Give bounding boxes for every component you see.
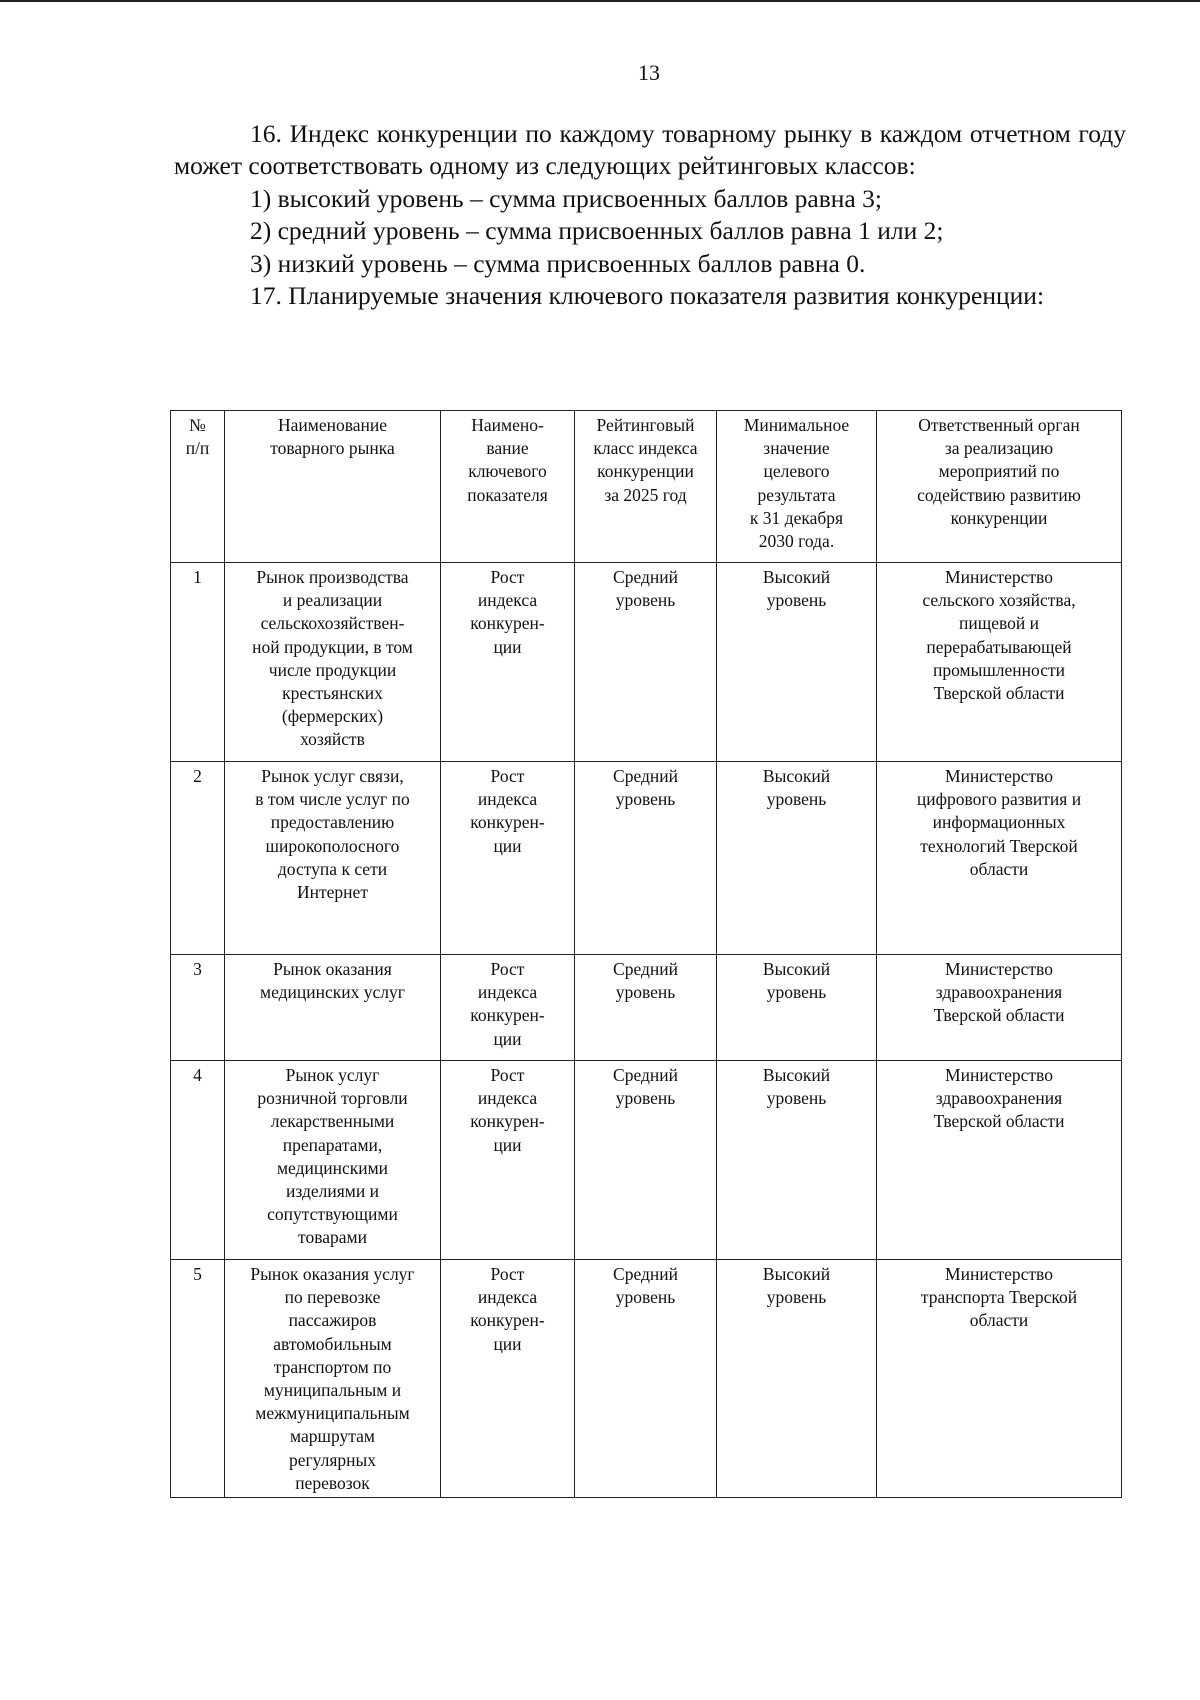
cell-text-line: п/п	[185, 438, 210, 459]
cell-text-line: целевого	[763, 461, 830, 482]
cell-text-line: перерабатывающей	[926, 636, 1072, 657]
cell-text-line: широкополосного	[265, 835, 400, 856]
cell-text-line: Средний	[613, 1264, 678, 1284]
cell-rating-class	[575, 563, 717, 762]
document-body	[174, 118, 1126, 312]
cell-text-line: конкурен-	[470, 1111, 545, 1132]
cell-text-line: транспортом по	[273, 1356, 392, 1377]
cell-text-line: ции	[493, 1028, 522, 1049]
cell-text-line: изделиями и	[286, 1181, 379, 1202]
cell-text-line: Тверской области	[933, 683, 1065, 704]
cell-text-line: Минимальное	[743, 415, 850, 435]
cell-text-line: уровень	[615, 590, 676, 611]
cell-text-line: области	[969, 1310, 1029, 1331]
cell-text-line: Высокий	[762, 766, 831, 786]
cell-text-line: лекарственными	[270, 1111, 395, 1132]
cell-text-line: Средний	[613, 567, 678, 587]
cell-text-line: Министерство	[945, 567, 1053, 587]
cell-text-line: сопутствующими	[267, 1204, 398, 1225]
cell-text-line: автомобильным	[273, 1333, 392, 1354]
cell-text-line: транспорта Тверской	[920, 1287, 1078, 1308]
cell-text-line: товарного рынка	[270, 438, 395, 459]
cell-text-line: уровень	[615, 1088, 676, 1109]
cell-responsible-body	[877, 762, 1122, 955]
cell-text-line: Рынок оказания услуг	[250, 1264, 415, 1284]
cell-text-line: предоставлению	[270, 812, 395, 833]
cell-text-line: ной продукции, в том	[252, 636, 413, 657]
cell-text-line: ции	[493, 1333, 522, 1354]
cell-text-line: уровень	[615, 982, 676, 1003]
cell-text-line: по перевозке	[284, 1287, 381, 1308]
cell-text-line: конкуренции	[597, 461, 694, 482]
cell-text-line: Средний	[613, 959, 678, 979]
cell-text-line: Министерство	[945, 1264, 1053, 1284]
cell-text-line: области	[969, 858, 1029, 879]
cell-text-line: Тверской области	[933, 1111, 1065, 1132]
cell-text-line: Рейтинговый	[596, 415, 695, 435]
cell-text-line: Средний	[613, 1065, 678, 1085]
cell-text-line: цифрового развития и	[916, 789, 1082, 810]
cell-text-line: уровень	[615, 1287, 676, 1308]
cell-text-line: индекса	[477, 982, 538, 1003]
cell-text-line: Средний	[613, 766, 678, 786]
cell-text-line: хозяйств	[300, 729, 365, 750]
cell-text-line: содействию развитию	[917, 484, 1081, 505]
cell-market-name	[225, 563, 441, 762]
cell-text-line: доступа к сети	[277, 858, 388, 879]
cell-rating-class	[575, 1061, 717, 1260]
cell-text-line: уровень	[766, 1088, 827, 1109]
header-rating-class	[575, 411, 717, 563]
cell-market-name	[225, 762, 441, 955]
cell-rating-class	[575, 955, 717, 1061]
table-row	[171, 1061, 1122, 1260]
cell-text-line: промышленности	[932, 659, 1066, 680]
paragraph-16: 16. Индекс конкуренции по каждому товарному рынку в каждом отчетном году может соответствовать одному из следующих рейтинговых классов:	[174, 119, 1126, 181]
competition-indicator-table	[170, 410, 1122, 1498]
cell-min-target-value	[717, 1260, 877, 1498]
table-row	[171, 563, 1122, 762]
cell-text-line: конкурен-	[470, 613, 545, 634]
cell-text-line: уровень	[766, 982, 827, 1003]
header-market-name	[225, 411, 441, 563]
rating-class-medium: 2) средний уровень – сумма присвоенных баллов равна 1 или 2;	[250, 216, 944, 246]
cell-text-line: Рынок производства	[256, 567, 409, 587]
cell-text-line: товарами	[298, 1227, 367, 1248]
page-number: 13	[638, 60, 660, 85]
cell-text-line: Рост	[490, 959, 525, 979]
table-row	[171, 1260, 1122, 1498]
cell-min-target-value	[717, 762, 877, 955]
paragraph-17: 17. Планируемые значения ключевого показателя развития конкуренции:	[250, 281, 1045, 311]
cell-indicator	[441, 1061, 575, 1260]
cell-text-line: конкурен-	[470, 1005, 545, 1026]
cell-text-line: за реализацию	[944, 438, 1054, 459]
cell-text-line: индекса	[477, 789, 538, 810]
cell-text-line: индекса	[477, 1287, 538, 1308]
cell-text-line: Наимено-	[471, 415, 544, 435]
cell-market-name	[225, 955, 441, 1061]
cell-responsible-body	[877, 1260, 1122, 1498]
cell-text-line: числе продукции	[268, 659, 397, 680]
header-min-target-value	[717, 411, 877, 563]
cell-number: 1	[171, 563, 225, 762]
cell-responsible-body	[877, 955, 1122, 1061]
cell-text-line: конкурен-	[470, 812, 545, 833]
cell-text-line: индекса	[477, 1088, 538, 1109]
cell-text-line: Высокий	[762, 959, 831, 979]
header-number	[171, 411, 225, 563]
cell-responsible-body	[877, 1061, 1122, 1260]
cell-text-line: за 2025 год	[604, 484, 687, 505]
cell-text-line: Рынок услуг связи,	[261, 766, 404, 786]
cell-text-line: результата	[757, 484, 836, 505]
table-row	[171, 955, 1122, 1061]
cell-rating-class	[575, 762, 717, 955]
cell-text-line: Высокий	[762, 567, 831, 587]
cell-min-target-value	[717, 1061, 877, 1260]
cell-text-line: конкуренции	[950, 507, 1048, 528]
cell-text-line: муниципальным и	[263, 1380, 402, 1401]
cell-text-line: Рост	[490, 567, 525, 587]
cell-text-line: ции	[493, 1134, 522, 1155]
cell-text-line: уровень	[766, 1287, 827, 1308]
cell-text-line: медицинских услуг	[260, 982, 405, 1003]
cell-text-line: крестьянских	[282, 683, 383, 704]
cell-text-line: Тверской области	[933, 1005, 1065, 1026]
cell-text-line: (фермерских)	[281, 706, 384, 727]
cell-text-line: 2030 года.	[758, 531, 835, 552]
cell-text-line: межмуниципальным	[255, 1403, 410, 1424]
cell-text-line: конкурен-	[470, 1310, 545, 1331]
cell-indicator	[441, 762, 575, 955]
cell-text-line: сельскохозяйствен-	[260, 613, 405, 634]
cell-market-name	[225, 1260, 441, 1498]
cell-responsible-body	[877, 563, 1122, 762]
rating-class-high: 1) высокий уровень – сумма присвоенных баллов равна 3;	[250, 183, 882, 213]
table-row	[171, 762, 1122, 955]
cell-text-line: розничной торговли	[257, 1088, 408, 1109]
cell-text-line: медицинскими	[276, 1157, 389, 1178]
cell-text-line: здравоохранения	[935, 1088, 1063, 1109]
cell-text-line: Интернет	[297, 882, 368, 903]
cell-text-line: информационных	[932, 812, 1066, 833]
cell-text-line: Высокий	[762, 1264, 831, 1284]
cell-indicator	[441, 955, 575, 1061]
cell-number: 2	[171, 762, 225, 955]
cell-text-line: мероприятий по	[938, 461, 1060, 482]
cell-text-line: ции	[493, 636, 522, 657]
cell-text-line: сельского хозяйства,	[922, 590, 1076, 611]
cell-text-line: Рост	[490, 766, 525, 786]
cell-text-line: ключевого	[468, 461, 547, 482]
cell-min-target-value	[717, 563, 877, 762]
cell-indicator	[441, 563, 575, 762]
cell-text-line: к 31 декабря	[749, 507, 844, 528]
cell-text-line: Министерство	[945, 1065, 1053, 1085]
cell-text-line: Высокий	[762, 1065, 831, 1085]
cell-rating-class	[575, 1260, 717, 1498]
cell-text-line: индекса	[477, 590, 538, 611]
cell-indicator	[441, 1260, 575, 1498]
cell-text-line: ции	[493, 835, 522, 856]
cell-text-line: здравоохранения	[935, 982, 1063, 1003]
cell-text-line: Министерство	[945, 766, 1053, 786]
cell-text-line: маршрутам	[290, 1426, 375, 1447]
cell-number: 4	[171, 1061, 225, 1260]
cell-text-line: Рост	[490, 1065, 525, 1085]
cell-text-line: вание	[486, 438, 529, 459]
cell-text-line: №	[189, 415, 206, 435]
cell-text-line: класс индекса	[593, 438, 698, 459]
cell-text-line: в том числе услуг по	[255, 789, 410, 810]
cell-text-line: и реализации	[282, 590, 383, 611]
cell-text-line: уровень	[766, 590, 827, 611]
cell-text-line: пассажиров	[288, 1310, 377, 1331]
cell-text-line: перевозок	[295, 1472, 370, 1493]
cell-market-name	[225, 1061, 441, 1260]
cell-text-line: Рост	[490, 1264, 525, 1284]
cell-text-line: препаратами,	[282, 1134, 383, 1155]
header-responsible-body	[877, 411, 1122, 563]
cell-min-target-value	[717, 955, 877, 1061]
cell-text-line: Ответственный орган	[918, 415, 1080, 435]
table-header-row	[171, 411, 1122, 563]
cell-text-line: пищевой и	[959, 613, 1039, 634]
cell-text-line: уровень	[615, 789, 676, 810]
cell-text-line: регулярных	[288, 1449, 377, 1470]
rating-class-low: 3) низкий уровень – сумма присвоенных баллов равна 0.	[250, 248, 866, 278]
cell-text-line: значение	[763, 438, 830, 459]
cell-text-line: технологий Тверской	[920, 835, 1078, 856]
cell-text-line: Наименование	[277, 415, 388, 435]
cell-text-line: Рынок оказания	[273, 959, 392, 979]
cell-number: 5	[171, 1260, 225, 1498]
header-indicator-name	[441, 411, 575, 563]
cell-text-line: показателя	[467, 484, 548, 505]
cell-text-line: уровень	[766, 789, 827, 810]
cell-text-line: Рынок услуг	[285, 1065, 380, 1085]
top-scan-border	[0, 0, 1200, 2]
cell-number: 3	[171, 955, 225, 1061]
cell-text-line: Министерство	[945, 959, 1053, 979]
